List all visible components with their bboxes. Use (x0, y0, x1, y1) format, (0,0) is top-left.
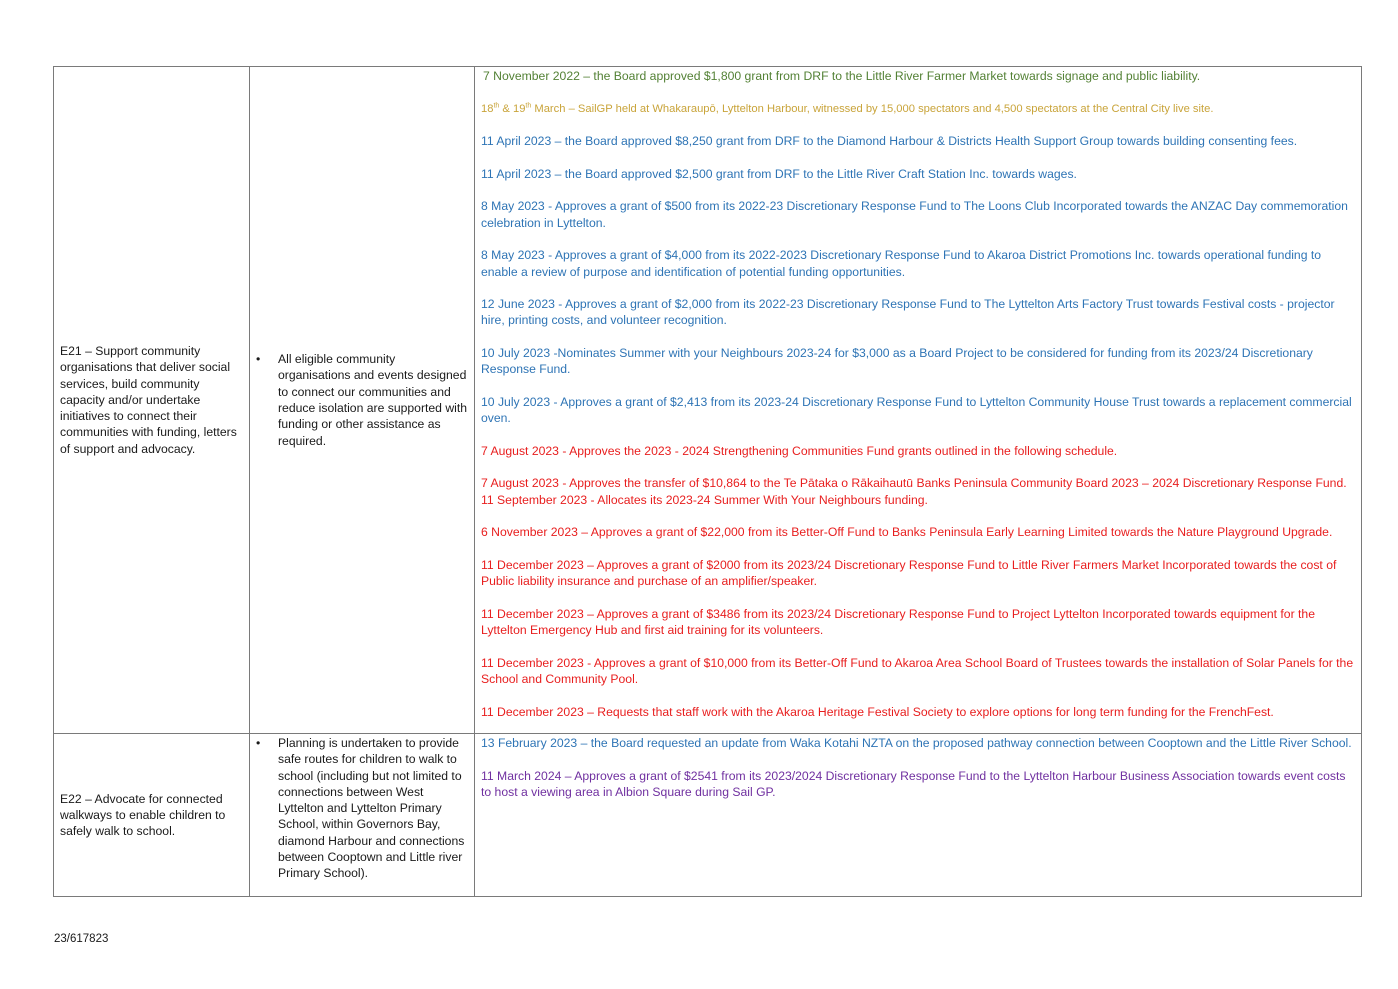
objective-cell (54, 734, 250, 897)
progress-entry: 11 September 2023 - Allocates its 2023-24 Summer With Your Neighbours funding. (481, 492, 928, 507)
bullet-icon: • (256, 736, 261, 750)
progress-cell (475, 734, 1362, 897)
progress-entry: 8 May 2023 - Approves a grant of $500 from its 2022-23 Discretionary Response Fund to The Loons Club Incorporated towards the ANZAC Day commemoration celebration in Lyttelton. (481, 199, 1348, 230)
document-id: 23/617823 (54, 933, 109, 945)
progress-entry: 11 December 2023 - Approves a grant of $10,000 from its Better-Off Fund to Akaroa Area School Board of Trustees towards the installation of Solar Panels for the School and Community Pool. (481, 655, 1354, 686)
progress-entry: 18th & 19th March – SailGP held at Whakaraupō, Lyttelton Harbour, witnessed by 15,000 spectators and 4,500 spectators at the Central City live site. (481, 101, 1214, 115)
objective-text: E21 – Support community organisations that deliver social services, build community capacity and/or undertake initiatives to connect their communities with funding, letters of support and advocacy. (60, 343, 237, 456)
table-row-e21 (54, 67, 1362, 734)
progress-entry: 11 April 2023 – the Board approved $8,250 grant from DRF to the Diamond Harbour & Districts Health Support Group towards building consenting fees. (481, 134, 1298, 149)
bullet-icon: • (256, 352, 261, 367)
progress-entry: 10 July 2023 - Approves a grant of $2,413 from its 2023-24 Discretionary Response Fund to Lyttelton Community House Trust towards a replacement commercial oven. (481, 394, 1352, 426)
outcome-bullet (250, 735, 474, 882)
outcome-bullet (250, 351, 474, 449)
progress-entry: 11 December 2023 – Approves a grant of $3486 from its 2023/24 Discretionary Response Fund to Project Lyttelton Incorporated towards equipment for the Lyttelton Emergency Hub and first aid training for its volunteers. (481, 606, 1315, 638)
outcome-cell (250, 734, 475, 897)
progress-cell (475, 67, 1362, 734)
table-row-e22 (54, 734, 1362, 897)
progress-entry: 11 December 2023 – Approves a grant of $2000 from its 2023/24 Discretionary Response Fund to Little River Farmers Market Incorporated towards the cost of Public liability insurance and purchase of an amplifier/speaker. (481, 557, 1337, 589)
progress-entry: 6 November 2023 – Approves a grant of $22,000 from its Better-Off Fund to Banks Peninsula Early Learning Limited towards the Nature Playground Upgrade. (481, 525, 1333, 540)
progress-entry: 7 August 2023 - Approves the 2023 - 2024 Strengthening Communities Fund grants outlined in the following schedule. (481, 443, 1118, 458)
outcome-cell (250, 67, 475, 734)
objective-cell (54, 67, 250, 734)
progress-entry: 7 November 2022 – the Board approved $1,800 grant from DRF to the Little River Farmer Market towards signage and public liability. (483, 69, 1201, 83)
progress-entry: 7 August 2023 - Approves the transfer of $10,864 to the Te Pātaka o Rākaihautū Banks Peninsula Community Board 2023 – 2024 Discretionary Response Fund. (481, 476, 1347, 491)
outcome-text: Planning is undertaken to provide safe routes for children to walk to school (including but not limited to connections between West Lyttelton and Lyttelton Primary School, within Governors Bay, diamond Harbour and connections between Cooptown and Little river Primary School). (278, 736, 465, 881)
objective-text: E22 – Advocate for connected walkways to enable children to safely walk to school. (60, 791, 226, 839)
outcome-text: All eligible community organisations and events designed to connect our communities and reduce isolation are supported with funding or other assistance as required. (278, 352, 468, 448)
progress-entry: 10 July 2023 -Nominates Summer with your Neighbours 2023-24 for $3,000 as a Board Project to be considered for funding from its 2023/24 Discretionary Response Fund. (481, 346, 1313, 377)
progress-entry: 11 April 2023 – the Board approved $2,500 grant from DRF to the Little River Craft Station Inc. towards wages. (481, 166, 1077, 181)
progress-entry: 8 May 2023 - Approves a grant of $4,000 from its 2022-2023 Discretionary Response Fund to Akaroa District Promotions Inc. towards operational funding to enable a review of purpose and identification of potential funding opportunities. (481, 248, 1322, 279)
progress-entry: 11 March 2024 – Approves a grant of $2541 from its 2023/2024 Discretionary Response Fund to the Lyttelton Harbour Business Association towards event costs to host a viewing area in Albion Square during Sail GP. (481, 768, 1346, 799)
progress-entry: 11 December 2023 – Requests that staff work with the Akaroa Heritage Festival Society to explore options for long term funding for the FrenchFest. (481, 704, 1274, 719)
progress-entry: 13 February 2023 – the Board requested an update from Waka Kotahi NZTA on the proposed pathway connection between Cooptown and the Little River School. (481, 736, 1352, 750)
activity-report-table (53, 66, 1362, 897)
progress-entry: 12 June 2023 - Approves a grant of $2,000 from its 2022-23 Discretionary Response Fund to The Lyttelton Arts Factory Trust towards Festival costs - projector hire, printing costs, and volunteer recognition. (481, 297, 1335, 328)
